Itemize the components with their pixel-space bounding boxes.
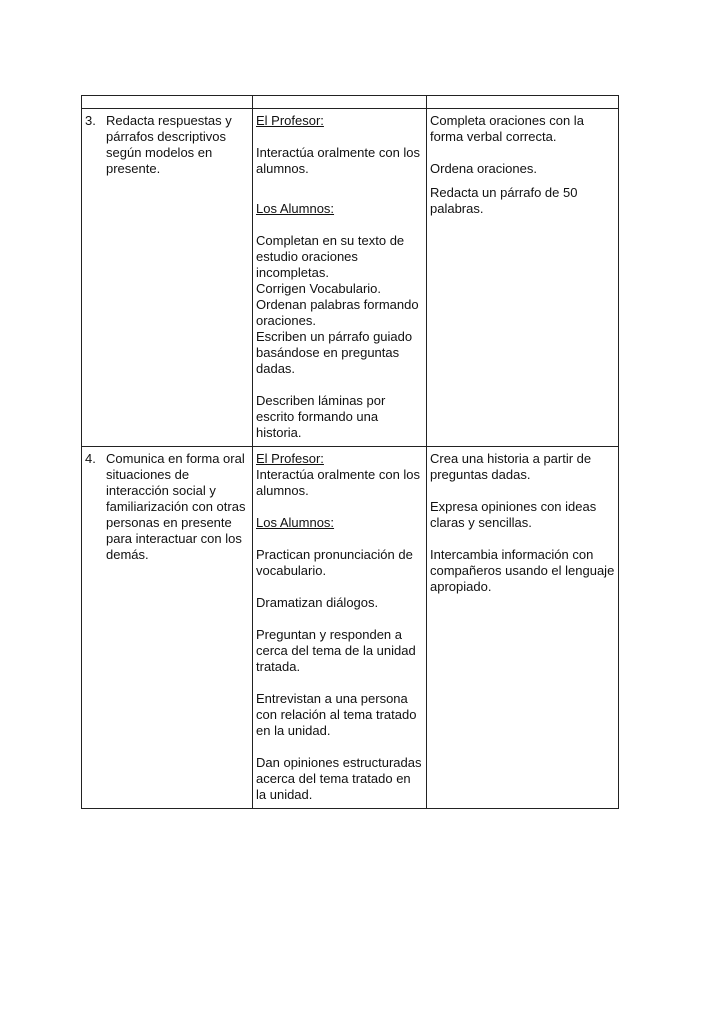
table-row: [82, 447, 619, 809]
teacher-activity: Interactúa oralmente con los alumnos.: [256, 145, 421, 176]
student-activity: Escriben un párrafo guiado basándose en preguntas dadas.: [256, 329, 413, 376]
curriculum-table: [81, 95, 619, 809]
indicators-cell: [427, 109, 619, 447]
teacher-label: El Profesor:: [256, 451, 324, 466]
student-activity: Entrevistan a una persona con relación al tema tratado en la unidad.: [256, 691, 417, 738]
student-activity: Practican pronunciación de vocabulario.: [256, 547, 413, 578]
student-activity: Dan opiniones estructuradas acerca del tema tratado en la unidad.: [256, 755, 422, 802]
header-cell-activities: [253, 96, 427, 109]
students-label: Los Alumnos:: [256, 201, 335, 216]
activities-cell: [253, 109, 427, 447]
objective-cell: [82, 109, 253, 447]
student-activity: Corrigen Vocabulario.: [256, 281, 382, 296]
indicator: Redacta un párrafo de 50 palabras.: [430, 185, 578, 216]
header-row: [82, 96, 619, 109]
header-cell-objective: [82, 96, 253, 109]
student-activity: Ordenan palabras formando oraciones.: [256, 297, 419, 328]
teacher-activity: Interactúa oralmente con los alumnos.: [256, 467, 421, 498]
student-activity: Completan en su texto de estudio oraciones incompletas.: [256, 233, 405, 280]
indicator: Ordena oraciones.: [430, 161, 537, 176]
row-number: 3.: [85, 113, 96, 128]
indicator: Expresa opiniones con ideas claras y sencillas.: [430, 499, 597, 530]
table-row: [82, 109, 619, 447]
indicator: Crea una historia a partir de preguntas dadas.: [430, 451, 592, 482]
student-activity: Describen láminas por escrito formando una historia.: [256, 393, 386, 440]
objective-text: Redacta respuestas y párrafos descriptivos según modelos en presente.: [106, 113, 232, 176]
indicator: Intercambia información con compañeros usando el lenguaje apropiado.: [430, 547, 615, 594]
objective-cell: [82, 447, 253, 809]
teacher-label: El Profesor:: [256, 113, 324, 128]
indicator: Completa oraciones con la forma verbal correcta.: [430, 113, 584, 144]
activities-cell: [253, 447, 427, 809]
header-cell-indicators: [427, 96, 619, 109]
row-number: 4.: [85, 451, 96, 466]
students-label: Los Alumnos:: [256, 515, 335, 530]
student-activity: Dramatizan diálogos.: [256, 595, 379, 610]
student-activity: Preguntan y responden a cerca del tema de la unidad tratada.: [256, 627, 416, 674]
objective-text: Comunica en forma oral situaciones de interacción social y familiarización con otras personas en presente para interactuar con los demás.: [106, 451, 246, 562]
indicators-cell: [427, 447, 619, 809]
